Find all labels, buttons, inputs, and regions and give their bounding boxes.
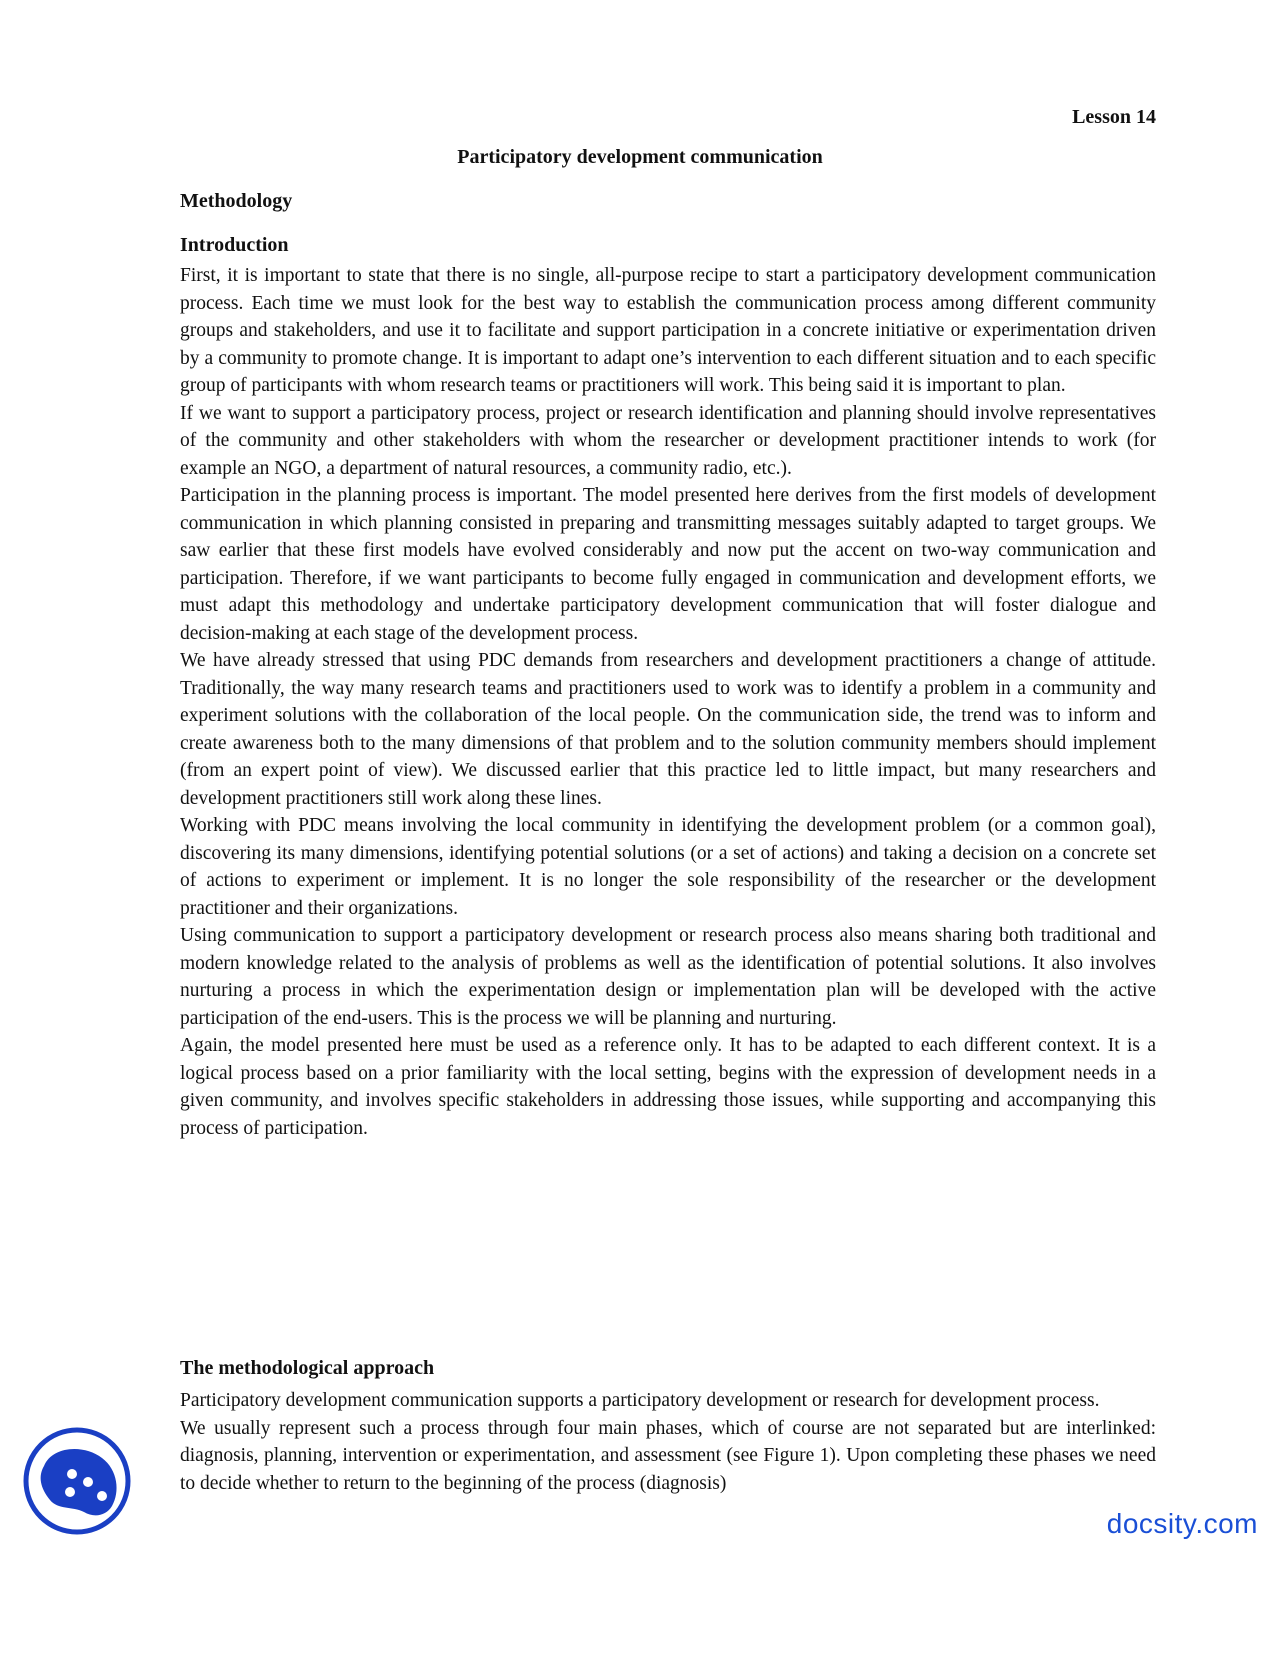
heading-methodology: Methodology	[180, 190, 293, 212]
paragraph: Participation in the planning process is important. The model presented here derives from the first models of development communication in which planning consisted in preparing and transmitting messages suitably adapted to target groups. We saw earlier that these first models have evolved considerably and now put the accent on two-way communication and participation. Therefore, if we want participants to become fully engaged in communication and development efforts, we must adapt this methodology and undertake participatory development communication that will foster dialogue and decision-making at each stage of the development process.	[180, 485, 1156, 644]
paragraph: If we want to support a participatory process, project or research identification and planning should involve representatives of the community and other stakeholders with whom the researcher or development practitioner intends to work (for example an NGO, a department of natural resources, a community radio, etc.).	[180, 402, 1156, 479]
docsity-logo-icon	[22, 1426, 132, 1536]
lesson-number: Lesson 14	[1072, 106, 1156, 128]
page-title: Participatory development communication	[457, 146, 823, 168]
heading-methodological-approach: The methodological approach	[180, 1357, 435, 1379]
approach-section	[180, 1387, 1156, 1497]
heading-introduction: Introduction	[180, 234, 289, 256]
introduction-section	[180, 262, 1156, 1142]
paragraph: First, it is important to state that there is no single, all-purpose recipe to start a participatory development communication process. Each time we must look for the best way to establish the communication process among different community groups and stakeholders, and use it to facilitate and support participation in a concrete initiative or experimentation driven by a community to promote change. It is important to adapt one’s intervention to each different situation and to each specific group of participants with whom research teams or practitioners will work. This being said it is important to plan.	[180, 265, 1156, 396]
paragraph: Working with PDC means involving the local community in identifying the development problem (or a common goal), discovering its many dimensions, identifying potential solutions (or a set of actions) and taking a decision on a concrete set of actions to experiment or implement. It is no longer the sole responsibility of the researcher or the development practitioner and their organizations.	[180, 815, 1156, 919]
paragraph: We usually represent such a process through four main phases, which of course are not separated but are interlinked: diagnosis, planning, intervention or experimentation, and assessment (see Figure 1). Upon completing these phases we need to decide whether to return to the beginning of the process (diagnosis)	[180, 1417, 1156, 1494]
paragraph: Using communication to support a participatory development or research process also means sharing both traditional and modern knowledge related to the analysis of problems as well as the identification of potential solutions. It also involves nurturing a process in which the experimentation design or implementation plan will be developed with the active participation of the end-users. This is the process we will be planning and nurturing.	[180, 925, 1156, 1029]
paragraph: Again, the model presented here must be used as a reference only. It has to be adapted to each different context. It is a logical process based on a prior familiarity with the local setting, begins with the expression of development needs in a given community, and involves specific stakeholders in addressing those issues, while supporting and accompanying this process of participation.	[180, 1035, 1156, 1139]
docsity-watermark[interactable]: docsity.com	[1106, 1508, 1258, 1539]
paragraph: Participatory development communication supports a participatory development or research for development process.	[180, 1390, 1100, 1411]
paragraph: We have already stressed that using PDC demands from researchers and development practitioners a change of attitude. Traditionally, the way many research teams and practitioners used to work was to identify a problem in a community and experiment solutions with the collaboration of the local people. On the communication side, the trend was to inform and create awareness both to the many dimensions of that problem and to the solution community members should implement (from an expert point of view). We discussed earlier that this practice led to little impact, but many researchers and development practitioners still work along these lines.	[180, 650, 1156, 809]
